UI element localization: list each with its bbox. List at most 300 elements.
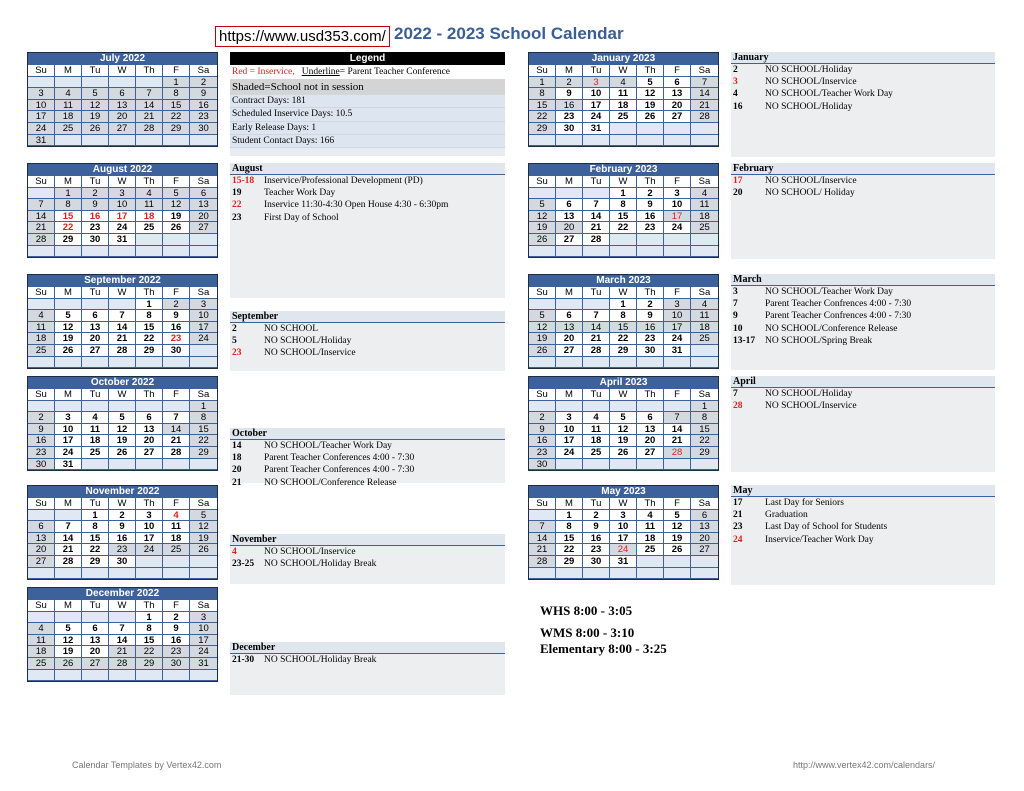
day-cell: 28 xyxy=(28,234,55,246)
day-cell: 21 xyxy=(109,333,136,345)
day-cell: 9 xyxy=(556,88,583,100)
day-cell: 15 xyxy=(529,100,556,112)
day-cell xyxy=(55,568,82,580)
day-cell: 15 xyxy=(82,533,109,545)
weekday-header: M xyxy=(556,287,583,299)
day-cell: 10 xyxy=(190,623,217,635)
weekday-header: F xyxy=(664,176,691,188)
day-cell: 16 xyxy=(190,100,217,112)
day-cell: 28 xyxy=(691,111,718,123)
note-text: NO SCHOOL/Inservice xyxy=(765,176,857,186)
weekday-header: Sa xyxy=(190,176,217,188)
weekday-header: Tu xyxy=(583,389,610,401)
day-cell: 7 xyxy=(109,310,136,322)
day-cell: 7 xyxy=(28,199,55,211)
notes-title: March xyxy=(731,274,995,286)
note-line xyxy=(230,558,505,570)
day-cell: 8 xyxy=(136,310,163,322)
day-cell: 2 xyxy=(556,77,583,89)
day-cell: 6 xyxy=(691,510,718,522)
month-calendar xyxy=(27,274,218,369)
day-cell: 24 xyxy=(28,123,55,135)
day-cell xyxy=(55,77,82,89)
day-cell xyxy=(163,357,190,369)
day-cell: 21 xyxy=(28,222,55,234)
notes-march xyxy=(731,274,995,370)
note-text: Parent Teacher Confrences 4:00 - 7:30 xyxy=(765,311,912,322)
day-cell: 10 xyxy=(610,521,637,533)
day-cell xyxy=(136,568,163,580)
weekday-header: Th xyxy=(637,498,664,510)
day-cell: 27 xyxy=(28,556,55,568)
weekday-header: Tu xyxy=(583,498,610,510)
notes-title: May xyxy=(731,485,995,497)
day-cell: 6 xyxy=(28,521,55,533)
day-cell xyxy=(664,135,691,147)
note-line xyxy=(731,187,995,199)
day-cell: 2 xyxy=(82,188,109,200)
note-line xyxy=(230,335,505,347)
day-cell xyxy=(28,568,55,580)
day-cell xyxy=(28,612,55,624)
note-text: NO SCHOOL/Inservice xyxy=(765,401,857,412)
weekday-header: M xyxy=(55,389,82,401)
day-cell: 1 xyxy=(610,299,637,311)
note-text: NO SCHOOL/ Holiday xyxy=(765,188,855,199)
note-line xyxy=(230,477,505,489)
day-cell xyxy=(664,556,691,568)
day-cell: 12 xyxy=(109,424,136,436)
day-cell: 13 xyxy=(637,424,664,436)
day-cell: 29 xyxy=(556,556,583,568)
day-cell: 25 xyxy=(691,333,718,345)
day-cell: 17 xyxy=(583,100,610,112)
day-cell: 31 xyxy=(55,459,82,471)
weekday-header: F xyxy=(163,287,190,299)
note-line xyxy=(230,347,505,359)
weekday-header: Tu xyxy=(82,389,109,401)
day-cell: 1 xyxy=(529,77,556,89)
wms-hours: WMS 8:00 - 3:10 xyxy=(540,625,635,640)
day-cell: 10 xyxy=(664,310,691,322)
day-cell: 29 xyxy=(190,447,217,459)
notes-november xyxy=(230,534,505,584)
note-text: NO SCHOOL/Inservice xyxy=(264,547,356,557)
day-cell xyxy=(136,556,163,568)
month-title: March 2023 xyxy=(529,275,718,287)
day-cell: 27 xyxy=(556,234,583,246)
day-cell: 19 xyxy=(529,333,556,345)
day-cell: 9 xyxy=(637,310,664,322)
day-cell xyxy=(190,568,217,580)
day-cell xyxy=(190,135,217,147)
day-cell: 14 xyxy=(583,211,610,223)
day-cell xyxy=(610,135,637,147)
day-cell: 19 xyxy=(664,533,691,545)
weekday-header: Tu xyxy=(583,65,610,77)
day-cell: 6 xyxy=(556,199,583,211)
day-cell: 27 xyxy=(109,123,136,135)
note-date: 3 xyxy=(733,77,738,88)
day-cell: 14 xyxy=(28,211,55,223)
weekday-header: Su xyxy=(28,389,55,401)
page-title: 2022 - 2023 School Calendar xyxy=(394,24,624,43)
day-cell: 9 xyxy=(109,521,136,533)
day-cell: 5 xyxy=(529,310,556,322)
day-cell: 18 xyxy=(610,100,637,112)
note-text: NO SCHOOL xyxy=(264,324,319,334)
note-date: 22 xyxy=(232,200,242,211)
note-text: NO SCHOOL/Holiday xyxy=(765,65,853,75)
day-cell xyxy=(163,246,190,258)
day-cell xyxy=(163,568,190,580)
day-cell: 4 xyxy=(691,299,718,311)
day-cell: 9 xyxy=(637,199,664,211)
day-cell xyxy=(163,556,190,568)
weekday-header: Sa xyxy=(691,287,718,299)
day-cell xyxy=(28,357,55,369)
day-cell: 17 xyxy=(664,322,691,334)
note-text: Inservice/Professional Development (PD) xyxy=(264,176,423,186)
day-cell: 26 xyxy=(55,345,82,357)
month-calendar xyxy=(27,163,218,258)
note-date: 17 xyxy=(733,176,743,186)
day-cell xyxy=(163,234,190,246)
day-cell: 17 xyxy=(136,533,163,545)
weekday-header: W xyxy=(109,600,136,612)
note-text: Graduation xyxy=(765,510,808,521)
day-cell xyxy=(190,345,217,357)
day-cell: 4 xyxy=(610,77,637,89)
day-cell: 27 xyxy=(664,111,691,123)
month-title: October 2022 xyxy=(28,377,217,389)
note-date: 10 xyxy=(733,323,743,334)
day-cell: 9 xyxy=(163,310,190,322)
day-cell: 30 xyxy=(637,345,664,357)
day-cell: 18 xyxy=(55,111,82,123)
day-cell: 23 xyxy=(637,222,664,234)
day-cell: 28 xyxy=(583,234,610,246)
day-cell: 31 xyxy=(583,123,610,135)
weekday-header: F xyxy=(163,498,190,510)
day-cell xyxy=(163,135,190,147)
day-cell: 28 xyxy=(109,658,136,670)
footer-link[interactable]: http://www.vertex42.com/calendars/ xyxy=(793,760,936,770)
day-cell xyxy=(637,135,664,147)
note-line xyxy=(731,400,995,412)
notes-august xyxy=(230,163,505,298)
month-calendar xyxy=(528,274,719,369)
day-cell: 4 xyxy=(691,188,718,200)
day-cell xyxy=(610,357,637,369)
footer-credit: Calendar Templates by Vertex42.com xyxy=(72,760,222,770)
weekday-header: Tu xyxy=(82,498,109,510)
day-cell xyxy=(637,556,664,568)
day-cell xyxy=(556,568,583,580)
note-line xyxy=(230,175,505,187)
day-cell xyxy=(664,568,691,580)
day-cell xyxy=(190,459,217,471)
day-cell xyxy=(55,510,82,522)
weekday-header: M xyxy=(55,287,82,299)
weekday-header: Tu xyxy=(82,600,109,612)
day-cell: 30 xyxy=(82,234,109,246)
day-cell xyxy=(637,234,664,246)
day-cell: 11 xyxy=(136,199,163,211)
day-cell: 25 xyxy=(82,447,109,459)
day-cell xyxy=(610,568,637,580)
day-cell xyxy=(529,188,556,200)
weekday-header: W xyxy=(610,176,637,188)
day-cell: 13 xyxy=(556,211,583,223)
day-cell: 28 xyxy=(55,556,82,568)
day-cell: 10 xyxy=(190,310,217,322)
day-cell: 26 xyxy=(529,345,556,357)
day-cell: 5 xyxy=(190,510,217,522)
day-cell: 4 xyxy=(28,310,55,322)
weekday-header: W xyxy=(610,287,637,299)
note-text: NO SCHOOL/Holiday xyxy=(765,389,853,399)
day-cell: 16 xyxy=(637,322,664,334)
note-date: 4 xyxy=(733,89,738,100)
note-date: 2 xyxy=(232,324,237,334)
day-cell: 19 xyxy=(637,100,664,112)
day-cell: 25 xyxy=(55,123,82,135)
day-cell: 27 xyxy=(190,222,217,234)
day-cell: 12 xyxy=(610,424,637,436)
day-cell xyxy=(583,459,610,471)
note-date: 23 xyxy=(232,348,242,359)
day-cell: 13 xyxy=(691,521,718,533)
day-cell xyxy=(82,670,109,682)
day-cell xyxy=(55,246,82,258)
day-cell: 24 xyxy=(55,447,82,459)
day-cell: 22 xyxy=(529,111,556,123)
day-cell: 10 xyxy=(583,88,610,100)
day-cell: 14 xyxy=(109,322,136,334)
note-text: NO SCHOOL/Holiday xyxy=(765,101,853,112)
day-cell xyxy=(163,459,190,471)
day-cell: 1 xyxy=(190,401,217,413)
day-cell xyxy=(610,459,637,471)
day-cell: 12 xyxy=(529,322,556,334)
day-cell: 16 xyxy=(28,435,55,447)
note-line xyxy=(230,440,505,452)
weekday-header: Su xyxy=(28,498,55,510)
weekday-header: Su xyxy=(28,65,55,77)
day-cell xyxy=(556,459,583,471)
day-cell: 24 xyxy=(556,447,583,459)
day-cell: 17 xyxy=(28,111,55,123)
day-cell xyxy=(691,459,718,471)
day-cell: 18 xyxy=(28,646,55,658)
day-cell: 20 xyxy=(691,533,718,545)
day-cell: 1 xyxy=(691,401,718,413)
day-cell: 15 xyxy=(190,424,217,436)
note-line xyxy=(731,175,995,187)
day-cell: 6 xyxy=(637,412,664,424)
day-cell: 30 xyxy=(190,123,217,135)
day-cell: 11 xyxy=(82,424,109,436)
weekday-header: Sa xyxy=(190,389,217,401)
day-cell: 3 xyxy=(664,299,691,311)
note-line xyxy=(731,509,995,521)
day-cell: 23 xyxy=(529,447,556,459)
legend xyxy=(230,52,505,156)
day-cell: 1 xyxy=(610,188,637,200)
day-cell: 4 xyxy=(637,510,664,522)
day-cell: 8 xyxy=(82,521,109,533)
day-cell: 13 xyxy=(664,88,691,100)
notes-title: November xyxy=(230,534,505,546)
day-cell: 27 xyxy=(136,447,163,459)
day-cell: 31 xyxy=(190,658,217,670)
day-cell: 26 xyxy=(109,447,136,459)
weekday-header: Su xyxy=(28,176,55,188)
day-cell: 4 xyxy=(136,188,163,200)
weekday-header: W xyxy=(109,498,136,510)
day-cell: 10 xyxy=(55,424,82,436)
note-date: 9 xyxy=(733,311,738,322)
day-cell xyxy=(556,246,583,258)
day-cell xyxy=(28,510,55,522)
day-cell: 19 xyxy=(190,533,217,545)
day-cell: 19 xyxy=(109,435,136,447)
day-cell: 6 xyxy=(82,310,109,322)
day-cell: 13 xyxy=(82,635,109,647)
weekday-header: Tu xyxy=(82,176,109,188)
legend-underline-label: Underline xyxy=(301,67,340,77)
day-cell: 10 xyxy=(28,100,55,112)
day-cell: 22 xyxy=(136,333,163,345)
day-cell: 2 xyxy=(637,299,664,311)
day-cell: 30 xyxy=(556,123,583,135)
day-cell: 10 xyxy=(556,424,583,436)
day-cell xyxy=(82,459,109,471)
day-cell: 11 xyxy=(610,88,637,100)
day-cell xyxy=(610,234,637,246)
weekday-header: Th xyxy=(637,176,664,188)
day-cell xyxy=(691,556,718,568)
day-cell: 8 xyxy=(529,88,556,100)
day-cell: 1 xyxy=(556,510,583,522)
weekday-header: W xyxy=(109,389,136,401)
day-cell xyxy=(529,246,556,258)
day-cell: 25 xyxy=(583,447,610,459)
note-line xyxy=(731,101,995,113)
day-cell xyxy=(109,246,136,258)
day-cell: 20 xyxy=(556,333,583,345)
day-cell: 15 xyxy=(136,635,163,647)
day-cell: 25 xyxy=(610,111,637,123)
day-cell: 13 xyxy=(109,100,136,112)
day-cell: 11 xyxy=(691,199,718,211)
day-cell xyxy=(163,401,190,413)
day-cell: 15 xyxy=(556,533,583,545)
day-cell xyxy=(82,246,109,258)
day-cell: 29 xyxy=(136,658,163,670)
day-cell: 3 xyxy=(28,88,55,100)
day-cell: 19 xyxy=(610,435,637,447)
note-text: NO SCHOOL/Inservice xyxy=(765,77,857,88)
day-cell: 8 xyxy=(136,623,163,635)
day-cell: 20 xyxy=(664,100,691,112)
note-line xyxy=(731,388,995,400)
day-cell: 25 xyxy=(28,345,55,357)
day-cell: 11 xyxy=(637,521,664,533)
weekday-header: Sa xyxy=(190,498,217,510)
day-cell xyxy=(190,556,217,568)
day-cell: 29 xyxy=(82,556,109,568)
day-cell: 7 xyxy=(583,199,610,211)
note-date: 21 xyxy=(232,477,242,488)
note-date: 18 xyxy=(232,453,242,464)
month-calendar xyxy=(27,485,218,580)
day-cell: 6 xyxy=(82,623,109,635)
day-cell: 30 xyxy=(109,556,136,568)
note-text: NO SCHOOL/Spring Break xyxy=(765,335,873,346)
day-cell: 28 xyxy=(136,123,163,135)
note-line xyxy=(731,88,995,100)
day-cell: 4 xyxy=(82,412,109,424)
day-cell xyxy=(82,357,109,369)
day-cell xyxy=(691,246,718,258)
day-cell: 20 xyxy=(136,435,163,447)
elementary-hours: Elementary 8:00 - 3:25 xyxy=(540,641,667,656)
day-cell: 5 xyxy=(55,310,82,322)
district-url[interactable]: https://www.usd353.com/ xyxy=(215,26,390,47)
day-cell: 28 xyxy=(583,345,610,357)
day-cell xyxy=(556,188,583,200)
weekday-header: Th xyxy=(637,389,664,401)
day-cell xyxy=(109,357,136,369)
day-cell: 16 xyxy=(529,435,556,447)
note-date: 23 xyxy=(232,212,242,223)
note-date: 28 xyxy=(733,401,743,412)
day-cell: 5 xyxy=(163,188,190,200)
day-cell: 6 xyxy=(109,88,136,100)
weekday-header: Sa xyxy=(190,600,217,612)
day-cell xyxy=(691,135,718,147)
day-cell: 6 xyxy=(664,77,691,89)
day-cell: 21 xyxy=(55,544,82,556)
day-cell: 12 xyxy=(190,521,217,533)
weekday-header: Sa xyxy=(691,65,718,77)
day-cell xyxy=(136,401,163,413)
note-line xyxy=(230,654,505,666)
day-cell: 24 xyxy=(664,333,691,345)
day-cell: 29 xyxy=(136,345,163,357)
day-cell xyxy=(136,77,163,89)
note-date: 7 xyxy=(733,389,738,399)
day-cell: 13 xyxy=(82,322,109,334)
day-cell: 19 xyxy=(529,222,556,234)
weekday-header: F xyxy=(664,65,691,77)
day-cell: 2 xyxy=(28,412,55,424)
notes-title: September xyxy=(230,311,505,323)
notes-title: January xyxy=(731,52,995,64)
day-cell: 2 xyxy=(583,510,610,522)
note-line xyxy=(230,323,505,335)
day-cell: 20 xyxy=(82,333,109,345)
day-cell: 20 xyxy=(190,211,217,223)
day-cell: 3 xyxy=(583,77,610,89)
day-cell: 18 xyxy=(691,322,718,334)
note-line xyxy=(731,64,995,76)
day-cell: 13 xyxy=(136,424,163,436)
day-cell: 17 xyxy=(55,435,82,447)
day-cell xyxy=(583,357,610,369)
